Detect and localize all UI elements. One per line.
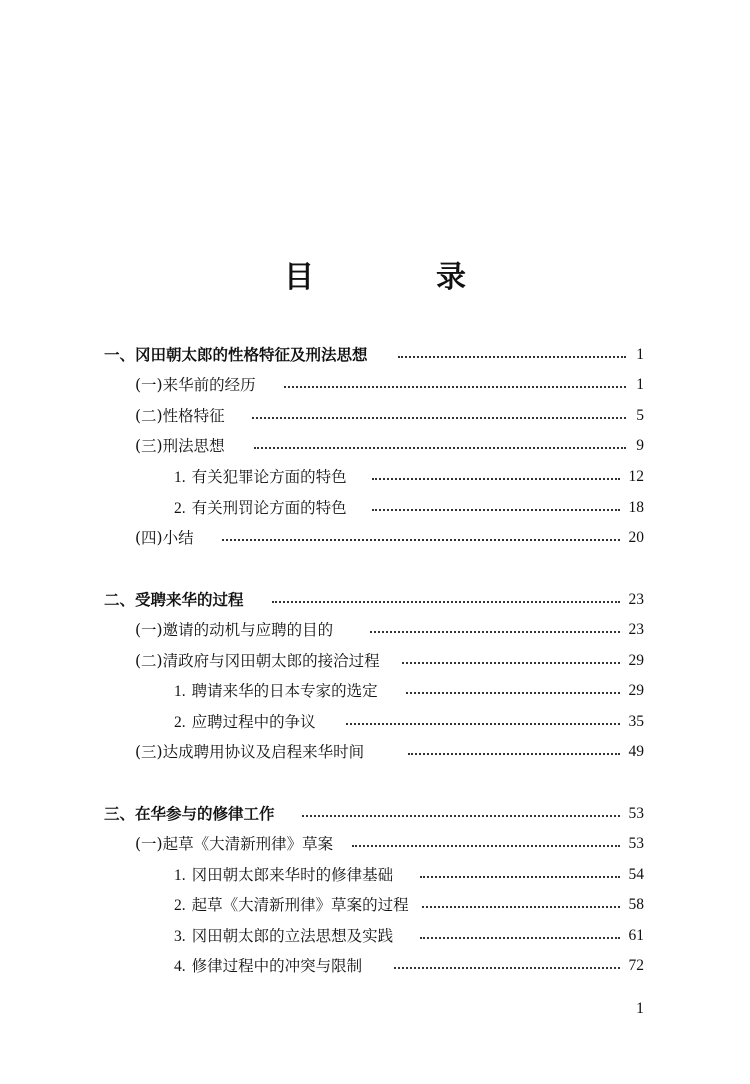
toc-entry-text: 聘请来华的日本专家的选定 <box>191 682 378 700</box>
dot-leader <box>422 906 620 908</box>
toc-entry-title <box>174 892 409 919</box>
toc-entry-title <box>135 831 333 857</box>
toc-entry-number: 4. <box>174 958 186 975</box>
dot-leader <box>284 386 626 388</box>
toc-entry-number: 2. <box>174 714 186 731</box>
toc-entry-text: 有关刑罚论方面的特色 <box>191 499 347 517</box>
dot-leader <box>254 447 626 449</box>
dot-leader <box>420 876 620 878</box>
toc-entry-title <box>174 678 378 705</box>
toc-entry-title <box>174 953 362 980</box>
toc-entry-title <box>104 587 244 613</box>
toc-entry-title <box>174 709 316 736</box>
toc-entry-title <box>104 801 275 827</box>
toc-entry-page: 9 <box>636 437 644 454</box>
toc-entry[interactable] <box>0 617 750 643</box>
dot-leader <box>222 539 620 541</box>
toc-entry-page: 49 <box>628 743 644 760</box>
dot-leader <box>394 967 620 969</box>
toc-entry-page: 1 <box>636 346 644 363</box>
dot-leader <box>398 356 626 358</box>
toc-entry-text: 起草《大清新刑律》草案的过程 <box>191 896 409 914</box>
toc-entry-number: 1. <box>174 867 186 884</box>
toc-entry-page: 35 <box>628 713 644 730</box>
toc-entry-title <box>135 372 256 398</box>
toc-entry[interactable] <box>0 709 750 735</box>
toc-entry[interactable] <box>0 495 750 521</box>
toc-entry[interactable] <box>0 892 750 918</box>
toc-entry-page: 18 <box>628 499 644 516</box>
toc-entry[interactable] <box>0 403 750 429</box>
toc-entry-page: 54 <box>628 866 644 883</box>
toc-entry-number: 2. <box>174 500 186 517</box>
toc-entry-page: 12 <box>628 468 644 485</box>
toc-entry-title <box>104 342 368 368</box>
toc-entry-text: 修律过程中的冲突与限制 <box>191 957 363 975</box>
dot-leader <box>402 662 620 664</box>
dot-leader <box>346 723 620 725</box>
toc-entry-title <box>174 464 347 491</box>
toc-entry[interactable] <box>0 953 750 979</box>
toc-entry-page: 53 <box>628 805 644 822</box>
toc-entry-title <box>135 433 225 459</box>
toc-entry-page: 58 <box>628 896 644 913</box>
dot-leader <box>352 845 620 847</box>
toc-entry-page: 23 <box>628 621 644 638</box>
toc-entry[interactable] <box>0 831 750 857</box>
toc-entry[interactable] <box>0 464 750 490</box>
page-number: 1 <box>636 1000 644 1017</box>
toc-entry-text: (一)来华前的经历 <box>135 376 256 394</box>
toc-entry-title <box>174 495 347 522</box>
toc-entry-page: 5 <box>636 407 644 424</box>
toc-entry[interactable] <box>0 739 750 765</box>
toc-entry-page: 20 <box>628 529 644 546</box>
toc-entry-number: 1. <box>174 469 186 486</box>
toc-entry[interactable] <box>0 923 750 949</box>
dot-leader <box>372 509 620 511</box>
toc-entry-title <box>174 862 393 889</box>
toc-entry[interactable] <box>0 862 750 888</box>
dot-leader <box>408 753 620 755</box>
toc-entry-number: 3. <box>174 928 186 945</box>
toc-entry[interactable] <box>0 372 750 398</box>
toc-entry-text: (三)刑法思想 <box>135 437 225 455</box>
dot-leader <box>252 417 626 419</box>
toc-entry-text: 有关犯罪论方面的特色 <box>191 468 347 486</box>
toc-entry-page: 1 <box>636 376 644 393</box>
toc-entry-text: (二)性格特征 <box>135 407 225 425</box>
toc-entry-text: (一)邀请的动机与应聘的目的 <box>135 621 334 639</box>
dot-leader <box>420 937 620 939</box>
dot-leader <box>372 478 620 480</box>
dot-leader <box>272 601 620 603</box>
toc-entry[interactable] <box>0 525 750 551</box>
toc-entry-title <box>174 923 393 950</box>
toc-entry-page: 29 <box>628 652 644 669</box>
toc-entry-text: 一、冈田朝太郎的性格特征及刑法思想 <box>104 345 368 364</box>
toc-entry-text: 二、受聘来华的过程 <box>104 590 244 609</box>
toc-entry[interactable] <box>0 801 750 827</box>
dot-leader <box>302 815 620 817</box>
toc-entry-page: 53 <box>628 835 644 852</box>
toc-entry-text: (二)清政府与冈田朝太郎的接洽过程 <box>135 652 380 670</box>
toc-entry-page: 29 <box>628 682 644 699</box>
toc-entry-page: 61 <box>628 927 644 944</box>
toc-entry[interactable] <box>0 678 750 704</box>
toc-entry-title <box>135 739 364 765</box>
toc-entry-text: (四)小结 <box>135 529 194 547</box>
toc-entry-text: 冈田朝太郎来华时的修律基础 <box>191 866 394 884</box>
toc-entry-text: 三、在华参与的修律工作 <box>104 804 275 823</box>
dot-leader <box>406 692 620 694</box>
toc-entry[interactable] <box>0 342 750 368</box>
toc-entry-title <box>135 648 380 674</box>
toc-entry-number: 1. <box>174 683 186 700</box>
toc-entry[interactable] <box>0 433 750 459</box>
toc-entry-title <box>135 617 333 643</box>
toc-entry[interactable] <box>0 648 750 674</box>
toc-entry-text: (一)起草《大清新刑律》草案 <box>135 835 334 853</box>
toc-entry-title <box>135 403 225 429</box>
toc-entry-text: 冈田朝太郎的立法思想及实践 <box>191 927 394 945</box>
toc-entry-page: 23 <box>628 591 644 608</box>
toc-entry-number: 2. <box>174 897 186 914</box>
toc-entry-title <box>135 525 194 551</box>
page-title: 目 录 <box>284 260 512 295</box>
dot-leader <box>370 631 620 633</box>
toc-entry-text: 应聘过程中的争议 <box>191 713 316 731</box>
toc-entry-page: 72 <box>628 957 644 974</box>
toc-entry-text: (三)达成聘用协议及启程来华时间 <box>135 743 365 761</box>
toc-entry[interactable] <box>0 587 750 613</box>
